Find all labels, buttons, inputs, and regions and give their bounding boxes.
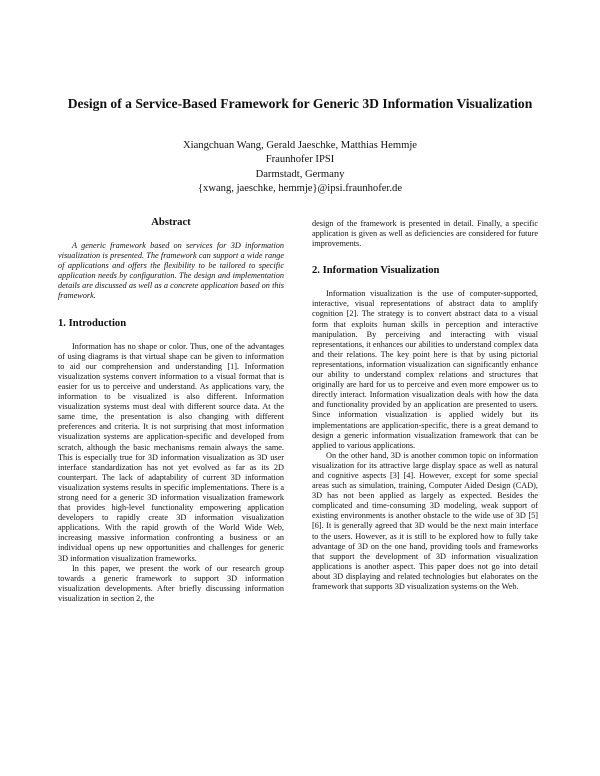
abstract-heading: Abstract [151, 217, 191, 228]
right-column [312, 219, 538, 592]
author-names: Xiangchuan Wang, Gerald Jaeschke, Matthias Hemmje [183, 140, 417, 151]
intro-continuation: design of the framework is presented in detail. Finally, a specific application is given as well as deficiencies are considered for future improvements. [312, 219, 538, 249]
infovis-paragraph-1: Information visualization is the use of computer-supported, interactive, visual representations of abstract data to amplify cognition [2]. The strategy is to convert abstract data to a visual form that exploits human skills in perception and interactive manipulation. By perceiving and interacting with visual representations, it enhances our abilities to understand complex data and their relations. The key point here is that by using pictorial representations, information visualization can significantly enhance our ability to understand complex relations and structures that originally are hard for us to perceive and even more empower us to directly interact. Information visualization deals with how the data and functionality provided by an application are presented to users. Since information visualization is applied widely but its implementations are application-specific, there is a great demand to design a generic information visualization framework that can be applied to various applications. [312, 289, 538, 450]
intro-paragraph-2: In this paper, we present the work of our research group towards a generic framework to support 3D information visualization developments. After briefly discussing information visualization in section 2, the [58, 563, 284, 603]
location: Darmstadt, Germany [255, 168, 345, 180]
author-email: {xwang, jaeschke, hemmje}@ipsi.fraunhofer.de [197, 183, 403, 195]
section-heading-introduction: 1. Introduction [58, 317, 127, 329]
section-heading-information-visualization: 2. Information Visualization [312, 265, 440, 277]
affiliation: Fraunhofer IPSI [265, 154, 335, 166]
infovis-paragraph-2: On the other hand, 3D is another common topic on information visualization for its attractive large display space as well as natural and cognitive aspects [3] [4]. However, except for some special areas such as simulation, training, Computer Aided Design (CAD), 3D has not been applied as largely as expected. Besides the complicated and time-consuming 3D modeling, weak support of existing environments is another obstacle to the wide use of 3D [5] [6]. It is generally agreed that 3D would be the next main interface to the users. However, as it is still to be explored how to fully take advantage of 3D on the one hand, providing tools and frameworks that support the development of 3D information visualization applications is another aspect. This paper does not go into detail about 3D displaying and related technologies but elaborates on the framework that supports 3D visualization systems on the Web. [312, 450, 538, 591]
paper-title: Design of a Service-Based Framework for Generic 3D Information Visualization [67, 96, 533, 111]
abstract-text: A generic framework based on services for 3D information visualization is presented. The framework can support a wide range of applications and offers the flexibility to be tailored to specific application needs by configuration. The design and implementation details are discussed as well as a concrete application based on this framework. [58, 241, 284, 301]
intro-paragraph-1: Information has no shape or color. Thus, one of the advantages of using diagrams is that virtual shape can be given to information to aid our comprehension and understanding [1]. Information visualization systems convert information to a visual format that is easier for us to perceive and understand. As applications vary, the information to be visualized is also different. Information visualization systems must deal with different source data. At the same time, the presentation is also changing with different preferences and criteria. It is not surprising that most information visualization systems are application-specific and developed from scratch, although the basic mechanisms remain always the same. This is especially true for 3D information visualization as 3D user interface standardization has not yet evolved as far as its 2D counterpart. The lack of adaptability of current 3D information visualization systems results in specific implementations. There is a strong need for a generic 3D information visualization framework that provides high-level functionality empowering application developers to rapidly create 3D information visualization applications. With the rapid growth of the World Wide Web, increasing massive information confronting a business or an individual opens up new opportunities and challenges for generic 3D information visualization frameworks. [58, 341, 284, 563]
left-column [58, 216, 284, 604]
author-block [100, 139, 500, 197]
